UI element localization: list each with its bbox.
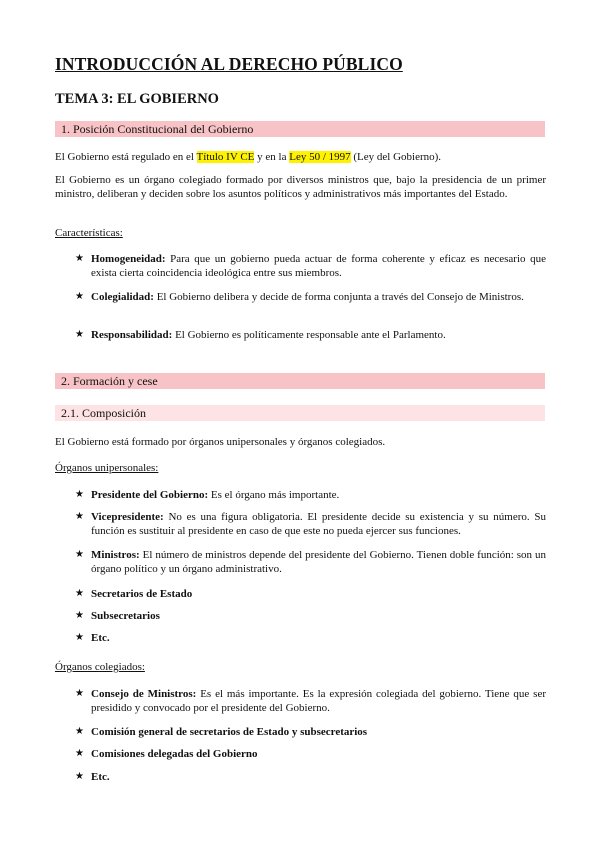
text-run: y en la	[254, 151, 290, 163]
section-heading-2: 2. Formación y cese	[55, 373, 545, 389]
list-item-comision-general	[91, 725, 546, 739]
list-item-term: Secretarios de Estado	[91, 588, 193, 600]
list-item-text: No es una figura obligatoria. El presidente decide su existencia y su número. Su función es sustituir al presidente en caso de que este no pueda ejercer sus funciones.	[91, 511, 546, 537]
list-item-text: Es el más importante. Es la expresión colegiada del gobierno. Tiene que ser presidido y convocado por el presidente del Gobierno.	[91, 688, 547, 714]
list-item-term: Subsecretarios	[91, 610, 160, 622]
list-item-text: El Gobierno es políticamente responsable ante el Parlamento.	[172, 329, 446, 341]
star-bullet-icon: ★	[75, 329, 84, 340]
star-bullet-icon: ★	[75, 632, 84, 643]
paragraph-composition: El Gobierno está formado por órganos unipersonales y órganos colegiados.	[55, 436, 386, 448]
unipersonal-label: Órganos unipersonales:	[55, 462, 159, 474]
list-item-term: Comisión general de secretarios de Estado y subsecretarios	[91, 726, 368, 738]
list-item-etc	[91, 770, 546, 784]
list-item-vicepresidente	[91, 510, 546, 538]
star-bullet-icon: ★	[75, 511, 84, 522]
list-item-text: Para que un gobierno pueda actuar de forma coherente y eficaz es necesario que exista cierta coincidencia ideológica entre sus miembros.	[91, 253, 546, 279]
list-item-term: Responsabilidad:	[91, 329, 173, 341]
list-item-secretarios	[91, 587, 546, 601]
subsection-heading-2-1: 2.1. Composición	[55, 405, 545, 421]
list-item-colegialidad	[91, 290, 546, 304]
list-item-responsabilidad	[91, 328, 546, 342]
list-item-term: Ministros:	[91, 549, 140, 561]
list-item-etc	[91, 631, 546, 645]
star-bullet-icon: ★	[75, 726, 84, 737]
list-item-term: Vicepresidente:	[91, 511, 164, 523]
characteristics-label: Características:	[55, 227, 123, 239]
list-item-presidente	[91, 488, 546, 502]
star-bullet-icon: ★	[75, 489, 84, 500]
list-item-term: Colegialidad:	[91, 291, 154, 303]
star-bullet-icon: ★	[75, 688, 84, 699]
list-item-term: Presidente del Gobierno:	[91, 489, 209, 501]
highlighted-title-ce: Título IV CE	[196, 151, 255, 163]
list-item-text: El Gobierno delibera y decide de forma conjunta a través del Consejo de Ministros.	[153, 291, 524, 303]
list-item-text: El número de ministros depende del presidente del Gobierno. Tienen doble función: son un órgano político y un órgano administrativo.	[91, 549, 546, 575]
list-item-subsecretarios	[91, 609, 546, 623]
list-item-term: Etc.	[91, 771, 110, 783]
text-run: (Ley del Gobierno).	[350, 151, 442, 163]
list-item-ministros	[91, 548, 546, 576]
list-item-comisiones-delegadas	[91, 747, 546, 761]
list-item-term: Etc.	[91, 632, 110, 644]
list-item-term: Consejo de Ministros:	[91, 688, 197, 700]
star-bullet-icon: ★	[75, 748, 84, 759]
star-bullet-icon: ★	[75, 291, 84, 302]
star-bullet-icon: ★	[75, 253, 84, 264]
list-item-term: Homogeneidad:	[91, 253, 166, 265]
document-subtitle: TEMA 3: EL GOBIERNO	[55, 91, 219, 107]
list-item-homogeneidad	[91, 252, 546, 280]
star-bullet-icon: ★	[75, 610, 84, 621]
star-bullet-icon: ★	[75, 588, 84, 599]
star-bullet-icon: ★	[75, 549, 84, 560]
paragraph-regulation	[55, 150, 546, 164]
list-item-term: Comisiones delegadas del Gobierno	[91, 748, 258, 760]
list-item-text: Es el órgano más importante.	[208, 489, 340, 501]
colegiados-label: Órganos colegiados:	[55, 661, 145, 673]
highlighted-law: Ley 50 / 1997	[289, 151, 351, 163]
list-item-consejo	[91, 687, 546, 715]
star-bullet-icon: ★	[75, 771, 84, 782]
text-run: El Gobierno está regulado en el	[55, 151, 197, 163]
paragraph-definition: El Gobierno es un órgano colegiado formado por diversos ministros que, bajo la presidencia de un primer ministro, deliberan y deciden sobre los asuntos políticos y administrativos más importantes del Estado.	[55, 174, 546, 200]
section-heading-1: 1. Posición Constitucional del Gobierno	[55, 121, 545, 137]
document-title: INTRODUCCIÓN AL DERECHO PÚBLICO	[55, 54, 403, 74]
